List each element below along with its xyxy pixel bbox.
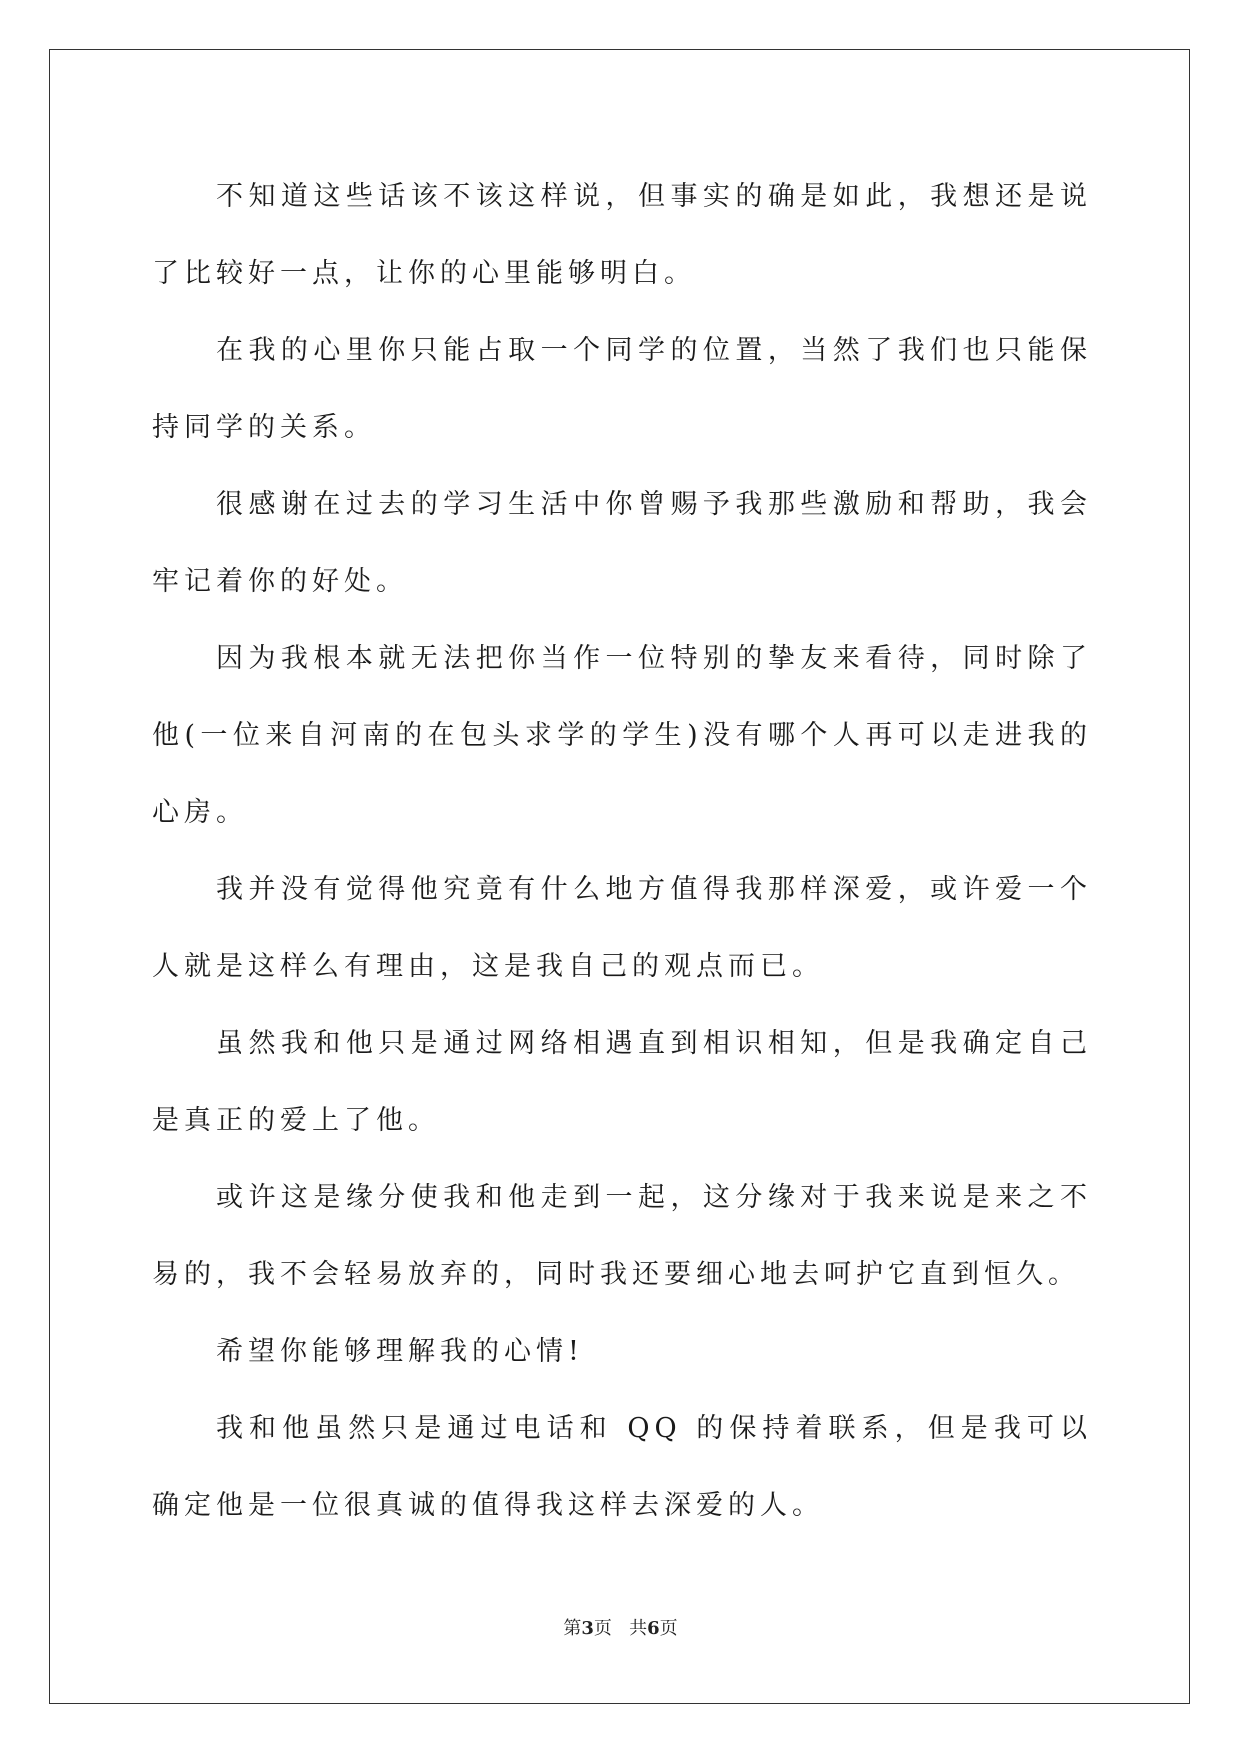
paragraph-3: 很感谢在过去的学习生活中你曾赐予我那些激励和帮助，我会牢记着你的好处。 — [152, 489, 1092, 597]
paragraph-8: 希望你能够理解我的心情! — [216, 1336, 584, 1367]
paragraph-2: 在我的心里你只能占取一个同学的位置，当然了我们也只能保持同学的关系。 — [152, 335, 1092, 443]
paragraph-6: 虽然我和他只是通过网络相遇直到相识相知，但是我确定自己是真正的爱上了他。 — [152, 1028, 1092, 1136]
document-body — [152, 158, 1092, 1544]
paragraph-4: 因为我根本就无法把你当作一位特别的挚友来看待，同时除了他(一位来自河南的在包头求学的学生)没有哪个人再可以走进我的心房。 — [152, 643, 1092, 828]
total-pages-number: 6 — [647, 1618, 660, 1639]
page-suffix: 页 — [593, 1618, 612, 1639]
paragraph-9: 我和他虽然只是通过电话和 QQ 的保持着联系，但是我可以确定他是一位很真诚的值得我这样去深爱的人。 — [152, 1413, 1092, 1521]
page-footer — [0, 1614, 1241, 1640]
page-prefix: 第 — [563, 1618, 582, 1639]
current-page-number: 3 — [581, 1618, 594, 1639]
total-suffix: 页 — [659, 1618, 678, 1639]
paragraph-5: 我并没有觉得他究竟有什么地方值得我那样深爱，或许爱一个人就是这样么有理由，这是我自己的观点而已。 — [152, 874, 1092, 982]
paragraph-7: 或许这是缘分使我和他走到一起，这分缘对于我来说是来之不易的，我不会轻易放弃的，同时我还要细心地去呵护它直到恒久。 — [152, 1182, 1092, 1290]
total-prefix: 共 — [629, 1618, 648, 1639]
paragraph-1: 不知道这些话该不该这样说，但事实的确是如此，我想还是说了比较好一点，让你的心里能够明白。 — [152, 181, 1092, 289]
